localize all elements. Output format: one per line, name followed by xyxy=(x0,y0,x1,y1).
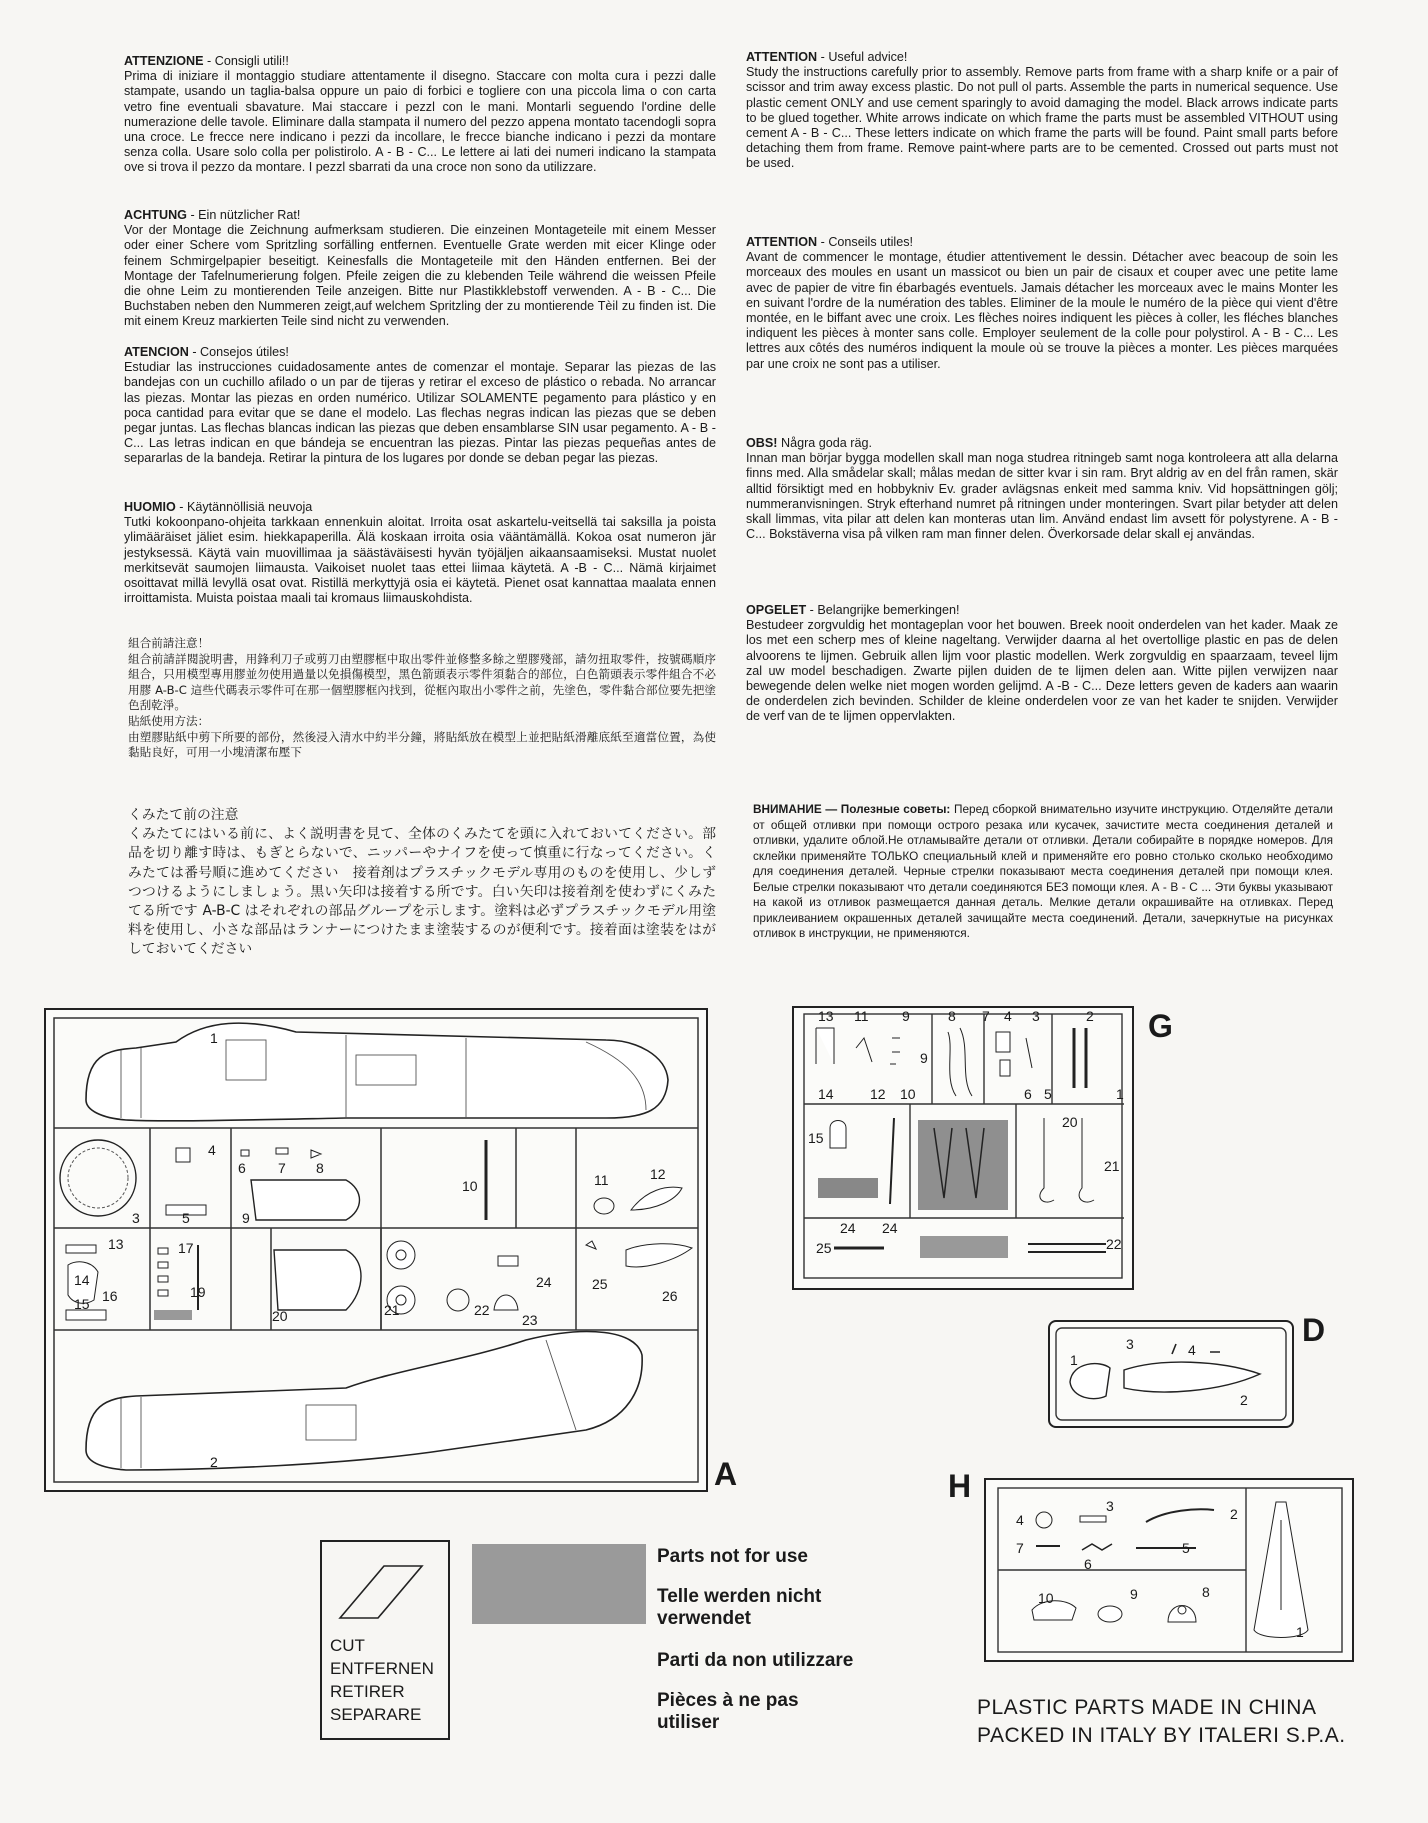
german-subtitle: - Ein nützlicher Rat! xyxy=(186,208,301,222)
sprue-a-drawing xyxy=(46,1010,706,1490)
part-label: 8 xyxy=(316,1160,324,1176)
not-for-use-label: Parti da non utilizzare xyxy=(657,1650,854,1671)
sprue-g-letter: G xyxy=(1148,1008,1173,1044)
german-body: Vor der Montage die Zeichnung aufmerksam studieren. Die einzeinen Montageteile mit einem Messer oder einer Schere vom Spritzling sorfälling entfernen. Eventuelle Grate werden mit eicer Klinge oder feinem Schmirgelpapier beseitigt. Keinesfalls die Montageteile mit den Händen entfernen. Bei der Montage der Tafelnumerierung folgen. Pfeile zeigen die zu klebenden Teile während die weissen Pfeile die ohne Leim zu montierenden Teile anzeigen. Bitte nur Plastikklebstoff verwenden. A - B - C... Die Buchstaben neben den Nummeren zeigt,auf welchem Spritzling der zu montierende Tèil zu finden ist. Die mit einem Kreuz markierten Teile sind nicht zu verwenden. xyxy=(124,223,716,329)
part-label: 15 xyxy=(74,1296,90,1312)
part-label: 3 xyxy=(1106,1498,1114,1514)
part-label: 16 xyxy=(102,1288,118,1304)
french-subtitle: - Conseils utiles! xyxy=(817,235,914,249)
part-label: 13 xyxy=(818,1008,834,1024)
cut-label: CUT xyxy=(330,1636,365,1655)
japanese-advice xyxy=(128,806,716,960)
not-for-use-swatch xyxy=(472,1544,646,1624)
part-label: 4 xyxy=(1004,1008,1012,1024)
part-label: 24 xyxy=(882,1220,898,1236)
part-label: 9 xyxy=(1130,1586,1138,1602)
chinese-decal-heading: 貼紙使用方法： xyxy=(128,713,210,728)
swedish-advice xyxy=(746,436,1338,542)
part-label: 2 xyxy=(1240,1392,1248,1408)
part-label: 19 xyxy=(190,1284,206,1300)
cut-icon xyxy=(322,1542,448,1642)
swedish-body: Innan man börjar bygga modellen skall man noga studrea ritningeb samt noga kontroleera att alla delarna finns med. Alla smådelar skall; målas medan de sitter kvar i sin ram. Bryt aldrig av en del från ramen, skär alltid försiktigt med en hobbykniv Ev. grader avlägsnas enkeit med samma kniv. Vid hopsättningen gölj; nummeranvisningen. Stryk efterhand numret på ritningen under monteringen. Svart pilar betyder att delen skall limmas, vita pilar att delen kan monteras utan lim. Använd endast lim avsett för polystyrene. A - B - C... Bokstäverna visa på vilken ram man finner delen. Överkorsade delar skall ej användas. xyxy=(746,451,1338,542)
cut-label: SEPARARE xyxy=(330,1705,422,1724)
part-label: 7 xyxy=(278,1160,286,1176)
italian-heading: ATTENZIONE xyxy=(124,54,204,68)
part-label: 22 xyxy=(1106,1236,1122,1252)
part-label: 2 xyxy=(1230,1506,1238,1522)
cut-label: ENTFERNEN xyxy=(330,1659,434,1678)
finnish-heading: HUOMIO xyxy=(124,500,176,514)
part-label: 12 xyxy=(870,1086,886,1102)
part-label: 15 xyxy=(808,1130,824,1146)
part-label: 26 xyxy=(662,1288,678,1304)
part-label: 8 xyxy=(948,1008,956,1024)
dutch-body: Bestudeer zorgvuldig het montageplan voor het bouwen. Breek nooit onderdelen van het kader. Maak ze los met een scherp mes of kleine nageltang. Verwijder daarna al het overtollige plastic en pas de delen alvoorens te lijmen. Gebruik allen lijm voor plastic modellen. Werk zorgvuldig en spaarzaam, teveel lijm zal uw model beschadigen. Zwarte pijlen duiden de te lijmen delen aan. Witte pijlen verwijzen naar bewegende delen welke niet mogen worden gelijmd. A -B - C... Deze letters geven de kaders aan waarin de onderdelen zich bevinden. Schilder de kleine onderdelen voor ze van het kader te snijden. Verwijder de verf van de te lijmen oppervlakten. xyxy=(746,618,1338,724)
part-label: 2 xyxy=(1086,1008,1094,1024)
sprue-a-letter: A xyxy=(714,1456,738,1492)
part-label: 9 xyxy=(920,1050,928,1066)
french-heading: ATTENTION xyxy=(746,235,818,249)
sprue-d-letter: D xyxy=(1302,1312,1326,1348)
sprue-h-letter: H xyxy=(948,1468,972,1504)
part-label: 4 xyxy=(1188,1342,1196,1358)
italian-advice xyxy=(124,54,716,176)
part-label: 3 xyxy=(1032,1008,1040,1024)
part-label: 21 xyxy=(384,1302,400,1318)
spanish-advice xyxy=(124,345,716,467)
spanish-heading: ATENCION xyxy=(124,345,189,359)
dutch-advice xyxy=(746,603,1338,725)
part-label: 17 xyxy=(178,1240,194,1256)
dutch-heading: OPGELET xyxy=(746,603,807,617)
sprue-a xyxy=(44,1008,708,1492)
part-label: 14 xyxy=(74,1272,90,1288)
spanish-body: Estudiar las instrucciones cuidadosamente antes de comenzar el montaje. Separar las piezas de las bandejas con un cuchillo afilado o un par de tijeras y retirar el exceso de plástico o rebada. No arrancar las piezas. Montar las piezas en orden numérico. Utilizar SOLAMENTE pegamento para plástico y en poca cantidad para evitar que se dane el modelo. Las flechas negras indican las piezas que se deben pegar juntas. Las flechas blancas indican las piezas que deben ensamblarse SIN usar pegamento. A - B - C... Las letras indican en que bándeja se encuentran las piezas. Pintar las piezas pequeñas antes de separarlas de la bandeja. Retirar la pintura de los lugares por donde se deban pegar las piezas. xyxy=(124,360,716,466)
japanese-heading: くみたて前の注意 xyxy=(128,807,239,823)
japanese-body: くみたてにはいる前に、よく説明書を見て、全体のくみたてを頭に入れておいてください。部品を切り離す時は、もぎとらないで、ニッパーやナイフを使って慎重に行なってください。くみたては番号順に進めてください 接着剤はプラスチックモデル専用のものを使用し、少しずつつけるようにしましょう。黒い矢印は接着する所です。白い矢印は接着剤を使わずにくみたてる所です A-B-C はそれぞれの部品グループを示します。塗料は必ずプラスチックモデル用塗料を使用し、小さな部品はランナーにつけたまま塗装するのが便利です。接着面は塗装をはがしておいてください xyxy=(128,826,716,958)
part-label: 1 xyxy=(1296,1624,1304,1640)
part-label: 6 xyxy=(1024,1086,1032,1102)
sprue-h xyxy=(984,1478,1354,1662)
swedish-heading: OBS! xyxy=(746,436,778,450)
cut-legend xyxy=(320,1540,450,1740)
part-label: 22 xyxy=(474,1302,490,1318)
spanish-subtitle: - Consejos útiles! xyxy=(188,345,289,359)
swedish-subtitle: Några goda räg. xyxy=(777,436,872,450)
part-label: 7 xyxy=(1016,1540,1024,1556)
sprue-g xyxy=(792,1006,1134,1290)
part-label: 3 xyxy=(1126,1336,1134,1352)
part-label: 2 xyxy=(210,1454,218,1470)
chinese-advice xyxy=(128,636,716,761)
finnish-body: Tutki kokoonpano-ohjeita tarkkaan ennenkuin aloitat. Irroita osat askartelu-veitsellä tai saksilla ja poista ylimääräiset jäliet esim. hiekkapaperilla. Älä koskaan irroita osia vääntämällä. Kokoa osat numeron jär jestyksessä. Käytä vain muovillimaa ja säästäväisesti hyvän työjäljen aikaansaamiseksi. Mustat nuolet merkitsevät saumojen liimausta. Vaikoiset nuolet taas ettei liimaa käytetä. A -B - C... Nämä kirjaimet osoittavat millä levyllä osat ovat. Ristillä merkyttyjä osia ei käytetä. Pienet osat kannattaa maalata ennen irroittamista. Muista poistaa maali tai kromaus liimauskohdista. xyxy=(124,515,716,606)
part-label: 11 xyxy=(854,1008,869,1024)
sprue-g-drawing xyxy=(794,1008,1132,1288)
sprue-d-drawing xyxy=(1050,1322,1292,1426)
not-for-use-label: Pièces à ne pas utiliser xyxy=(657,1690,799,1733)
part-label: 8 xyxy=(1202,1584,1210,1600)
made-in-china-note: PLASTIC PARTS MADE IN CHINA xyxy=(977,1696,1317,1719)
italian-subtitle: - Consigli utili!! xyxy=(203,54,289,68)
cut-label: RETIRER xyxy=(330,1682,405,1701)
german-advice xyxy=(124,208,716,330)
part-label: 25 xyxy=(816,1240,832,1256)
russian-advice xyxy=(753,802,1333,942)
chinese-heading: 組合前請注意！ xyxy=(128,636,210,650)
packed-in-italy-note: PACKED IN ITALY BY ITALERI S.P.A. xyxy=(977,1724,1346,1747)
finnish-advice xyxy=(124,500,716,606)
english-body: Study the instructions carefully prior to assembly. Remove parts from frame with a sharp knife or a pair of scissor and trim away excess plastic. Do not pull ol parts. Assemble the parts in numerical sequence. Use plastic cement ONLY and use cement sparingly to avoid damaging the model. Black arrows indicate parts to be glued together. White arrows indicate on which frame the parts must be assembled VITHOUT using cement A - B - C... These letters indicate on which frame the parts will be found. Paint small parts before detaching them from frame. Remove paint-where parts are to be cemented. Crossed out parts must not be used. xyxy=(746,65,1338,171)
english-heading: ATTENTION xyxy=(746,50,818,64)
part-label: 5 xyxy=(1044,1086,1052,1102)
part-label: 1 xyxy=(1116,1086,1124,1102)
part-label: 1 xyxy=(1070,1352,1078,1368)
italian-body: Prima di iniziare il montaggio studiare attentamente il disegno. Staccare con molta cura i pezzi dalle stampate, usando un taglia-balsa oppure un paio di forbici e togliere con una piccola lima o con carta vetro fine eventuali sbavature. Mai staccare i pezzl con le mani. Montarli seguendo l'ordine delle numerazione delle tavole. Eliminare dalla stampata il numero del pezzo appena montato tacendogli sopra una croce. Le frecce nere indicano i pezzi da incollare, le frecce bianche indicano i pezzi da montare senza colla. Usare solo colla per polistirolo. A - B - C... Le lettere ai lati dei numeri indicano la stampata ove si trova il pezzo da montare. I pezzl sbarrati da una croce non sono da utilizzare. xyxy=(124,69,716,175)
finnish-subtitle: - Käytännöllisiä neuvoja xyxy=(175,500,313,514)
part-label: 6 xyxy=(238,1160,246,1176)
part-label: 10 xyxy=(900,1086,916,1102)
part-label: 10 xyxy=(1038,1590,1054,1606)
french-body: Avant de commencer le montage, étudier attentivement le dessin. Détacher avec beacoup de soin les morceaux des moules en usant un massicot ou bien un pair de cisaux et couper avec une petite lame avec de papier de vitre fin ébarbagés eventuels. Jamais détacher les morceaux avec le mains Monter les en suivant l'ordre de la numération des tables. Eliminer de la moule le numéro de la pièce qui vient d'être montée, en le biffant avec une croix. Les flèches noires indiquent les pièces à coller, les fléches blanches indiquent les pièces à monter sans colle. Employer seulement de la colle pour polystirol. A - B - C... Les lettres aux côtés des numéros indiquent la moule où se trouve la pièces a monter. Les pièces marquées par une croix ne sont pas a utiliser. xyxy=(746,250,1338,371)
part-label: 24 xyxy=(536,1274,552,1290)
part-label: 3 xyxy=(132,1210,140,1226)
part-label: 20 xyxy=(1062,1114,1078,1130)
part-label: 10 xyxy=(462,1178,478,1194)
german-heading: ACHTUNG xyxy=(124,208,187,222)
part-label: 6 xyxy=(1084,1556,1092,1572)
part-label: 14 xyxy=(818,1086,834,1102)
part-label: 4 xyxy=(208,1142,216,1158)
part-label: 13 xyxy=(108,1236,124,1252)
french-advice xyxy=(746,235,1338,372)
sprue-d xyxy=(1048,1320,1294,1428)
chinese-decal-body: 由塑膠貼紙中剪下所要的部份，然後浸入清水中約半分鐘，將貼紙放在模型上並把貼紙滑離底紙至適當位置，為使黏貼良好，可用一小塊清潔布壓下 xyxy=(128,729,716,760)
dutch-subtitle: - Belangrijke bemerkingen! xyxy=(806,603,960,617)
not-for-use-label: Parts not for use xyxy=(657,1546,808,1567)
part-label: 20 xyxy=(272,1308,288,1324)
english-advice xyxy=(746,50,1338,172)
part-label: 9 xyxy=(902,1008,910,1024)
part-label: 9 xyxy=(242,1210,250,1226)
english-subtitle: - Useful advice! xyxy=(817,50,908,64)
russian-body: Перед сборкой внимательно изучите инструкцию. Отделяйте детали от общей отливки при помощи острого резака или кусачек, зачистите места соединения деталей и отливки, удалите облой.Не отламывайте детали от отливки. Детали собирайте в порядке номеров. Для склейки применяйте ТОЛЬКО специальный клей и применяйте его ровно столько сколько необходимо для соединения деталей. Черные стрелки показывают места соединения деталей при помощи клея. Белые стрелки показывают что детали соединяются БЕЗ помощи клея. А - В - С ... Эти буквы указывают на какой из отливок размещается данная деталь. Мелкие детали окрашивайте на отливках. Перед приклеиванием окрашенных деталей зачищайте места соединений. Детали, зачеркнутые на рисунках отливок в инструкции, не применяются. xyxy=(753,802,1334,940)
part-label: 5 xyxy=(1182,1540,1190,1556)
not-for-use-label: Telle werden nicht verwendet xyxy=(657,1586,822,1629)
part-label: 23 xyxy=(522,1312,538,1328)
part-label: 12 xyxy=(650,1166,666,1182)
part-label: 21 xyxy=(1104,1158,1120,1174)
part-label: 1 xyxy=(210,1030,218,1046)
part-label: 24 xyxy=(840,1220,856,1236)
part-label: 25 xyxy=(592,1276,608,1292)
part-label: 7 xyxy=(982,1008,990,1024)
part-label: 11 xyxy=(594,1172,609,1188)
russian-heading: ВНИМАНИЕ — Полезные советы: xyxy=(753,802,951,816)
chinese-body: 組合前請詳閱說明書，用鋒利刀子或剪刀由塑膠框中取出零件並修整多餘之塑膠殘部，請勿扭取零件，按號碼順序組合，只用模型專用膠並勿使用過量以免損傷模型，黑色箭頭表示零件須黏合的部位，白色箭頭表示零件組合不必用膠 A-B-C 這些代碼表示零件可在那一個塑膠框內找到，從框內取出小零件之前，先塗色，零件黏合部位要先把塗色刮乾淨。 xyxy=(128,651,716,713)
part-label: 4 xyxy=(1016,1512,1024,1528)
part-label: 5 xyxy=(182,1210,190,1226)
